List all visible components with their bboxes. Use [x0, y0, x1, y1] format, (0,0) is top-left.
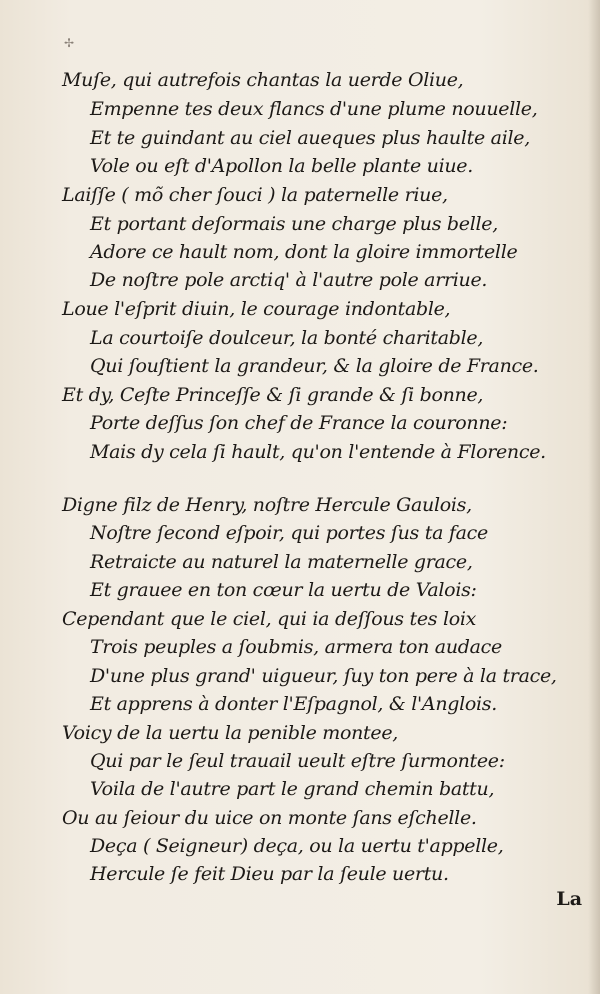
poem-line: Qui ſouſtient la grandeur, & la gloire de France.	[90, 355, 539, 377]
poem-line: Porte deſſus ſon chef de France la couronne:	[90, 412, 508, 434]
poem-line: Et apprens à donter l'Eſpagnol, & l'Anglois.	[90, 693, 497, 715]
poem-line: Laiſſe ( mõ cher ſouci ) la paternelle riue,	[62, 184, 448, 206]
poem-line: Et grauee en ton cœur la uertu de Valois:	[90, 579, 477, 601]
poem-line: Vole ou eſt d'Apollon la belle plante uiue.	[90, 155, 473, 177]
poem-line: Noſtre ſecond eſpoir, qui portes ſus ta face	[90, 522, 488, 544]
poem-line: Trois peuples a ſoubmis, armera ton audace	[90, 636, 502, 658]
poem-line: Adore ce hault nom, dont la gloire immortelle	[90, 241, 518, 263]
poem-line: Digne filz de Henry, noſtre Hercule Gaulois,	[62, 494, 472, 516]
poem-line: Et portant deſormais une charge plus belle,	[90, 213, 498, 235]
poem-line: Et dy, Ceſte Princeſſe & ſi grande & ſi bonne,	[62, 384, 484, 406]
poem-line: Retraicte au naturel la maternelle grace,	[90, 551, 473, 573]
catchword: La	[556, 888, 582, 910]
poem-line: Cependant que le ciel, qui ia deſſous tes loix	[62, 608, 477, 630]
poem-line: Muſe, qui autrefois chantas la uerde Oliue,	[62, 69, 464, 91]
poem-line: Mais dy cela ſi hault, qu'on l'entende à Florence.	[90, 441, 546, 463]
poem-line: Qui par le ſeul trauail ueult eſtre ſurmontee:	[90, 750, 505, 772]
poem-line: D'une plus grand' uigueur, ſuy ton pere à la trace,	[90, 665, 557, 687]
poem-line: Ou au ſeiour du uice on monte ſans eſchelle.	[62, 807, 477, 829]
poem-line: Empenne tes deux flancs d'une plume nouuelle,	[90, 98, 538, 120]
poem-line: Et te guindant au ciel aueques plus haulte aile,	[90, 127, 530, 149]
poem-line: Deça ( Seigneur) deça, ou la uertu t'appelle,	[90, 835, 504, 857]
poem-line: Voila de l'autre part le grand chemin battu,	[90, 778, 495, 800]
poem-line: Hercule ſe feit Dieu par la ſeule uertu.	[90, 863, 449, 885]
poem-line: La courtoiſe doulceur, la bonté charitable,	[90, 327, 484, 349]
poem-line: Voicy de la uertu la penible montee,	[62, 722, 399, 744]
poem-line: De noſtre pole arctiq' à l'autre pole arriue.	[90, 269, 488, 291]
poem-line: Loue l'eſprit diuin, le courage indontable,	[62, 298, 451, 320]
ornament-mark: ✢	[64, 36, 75, 50]
